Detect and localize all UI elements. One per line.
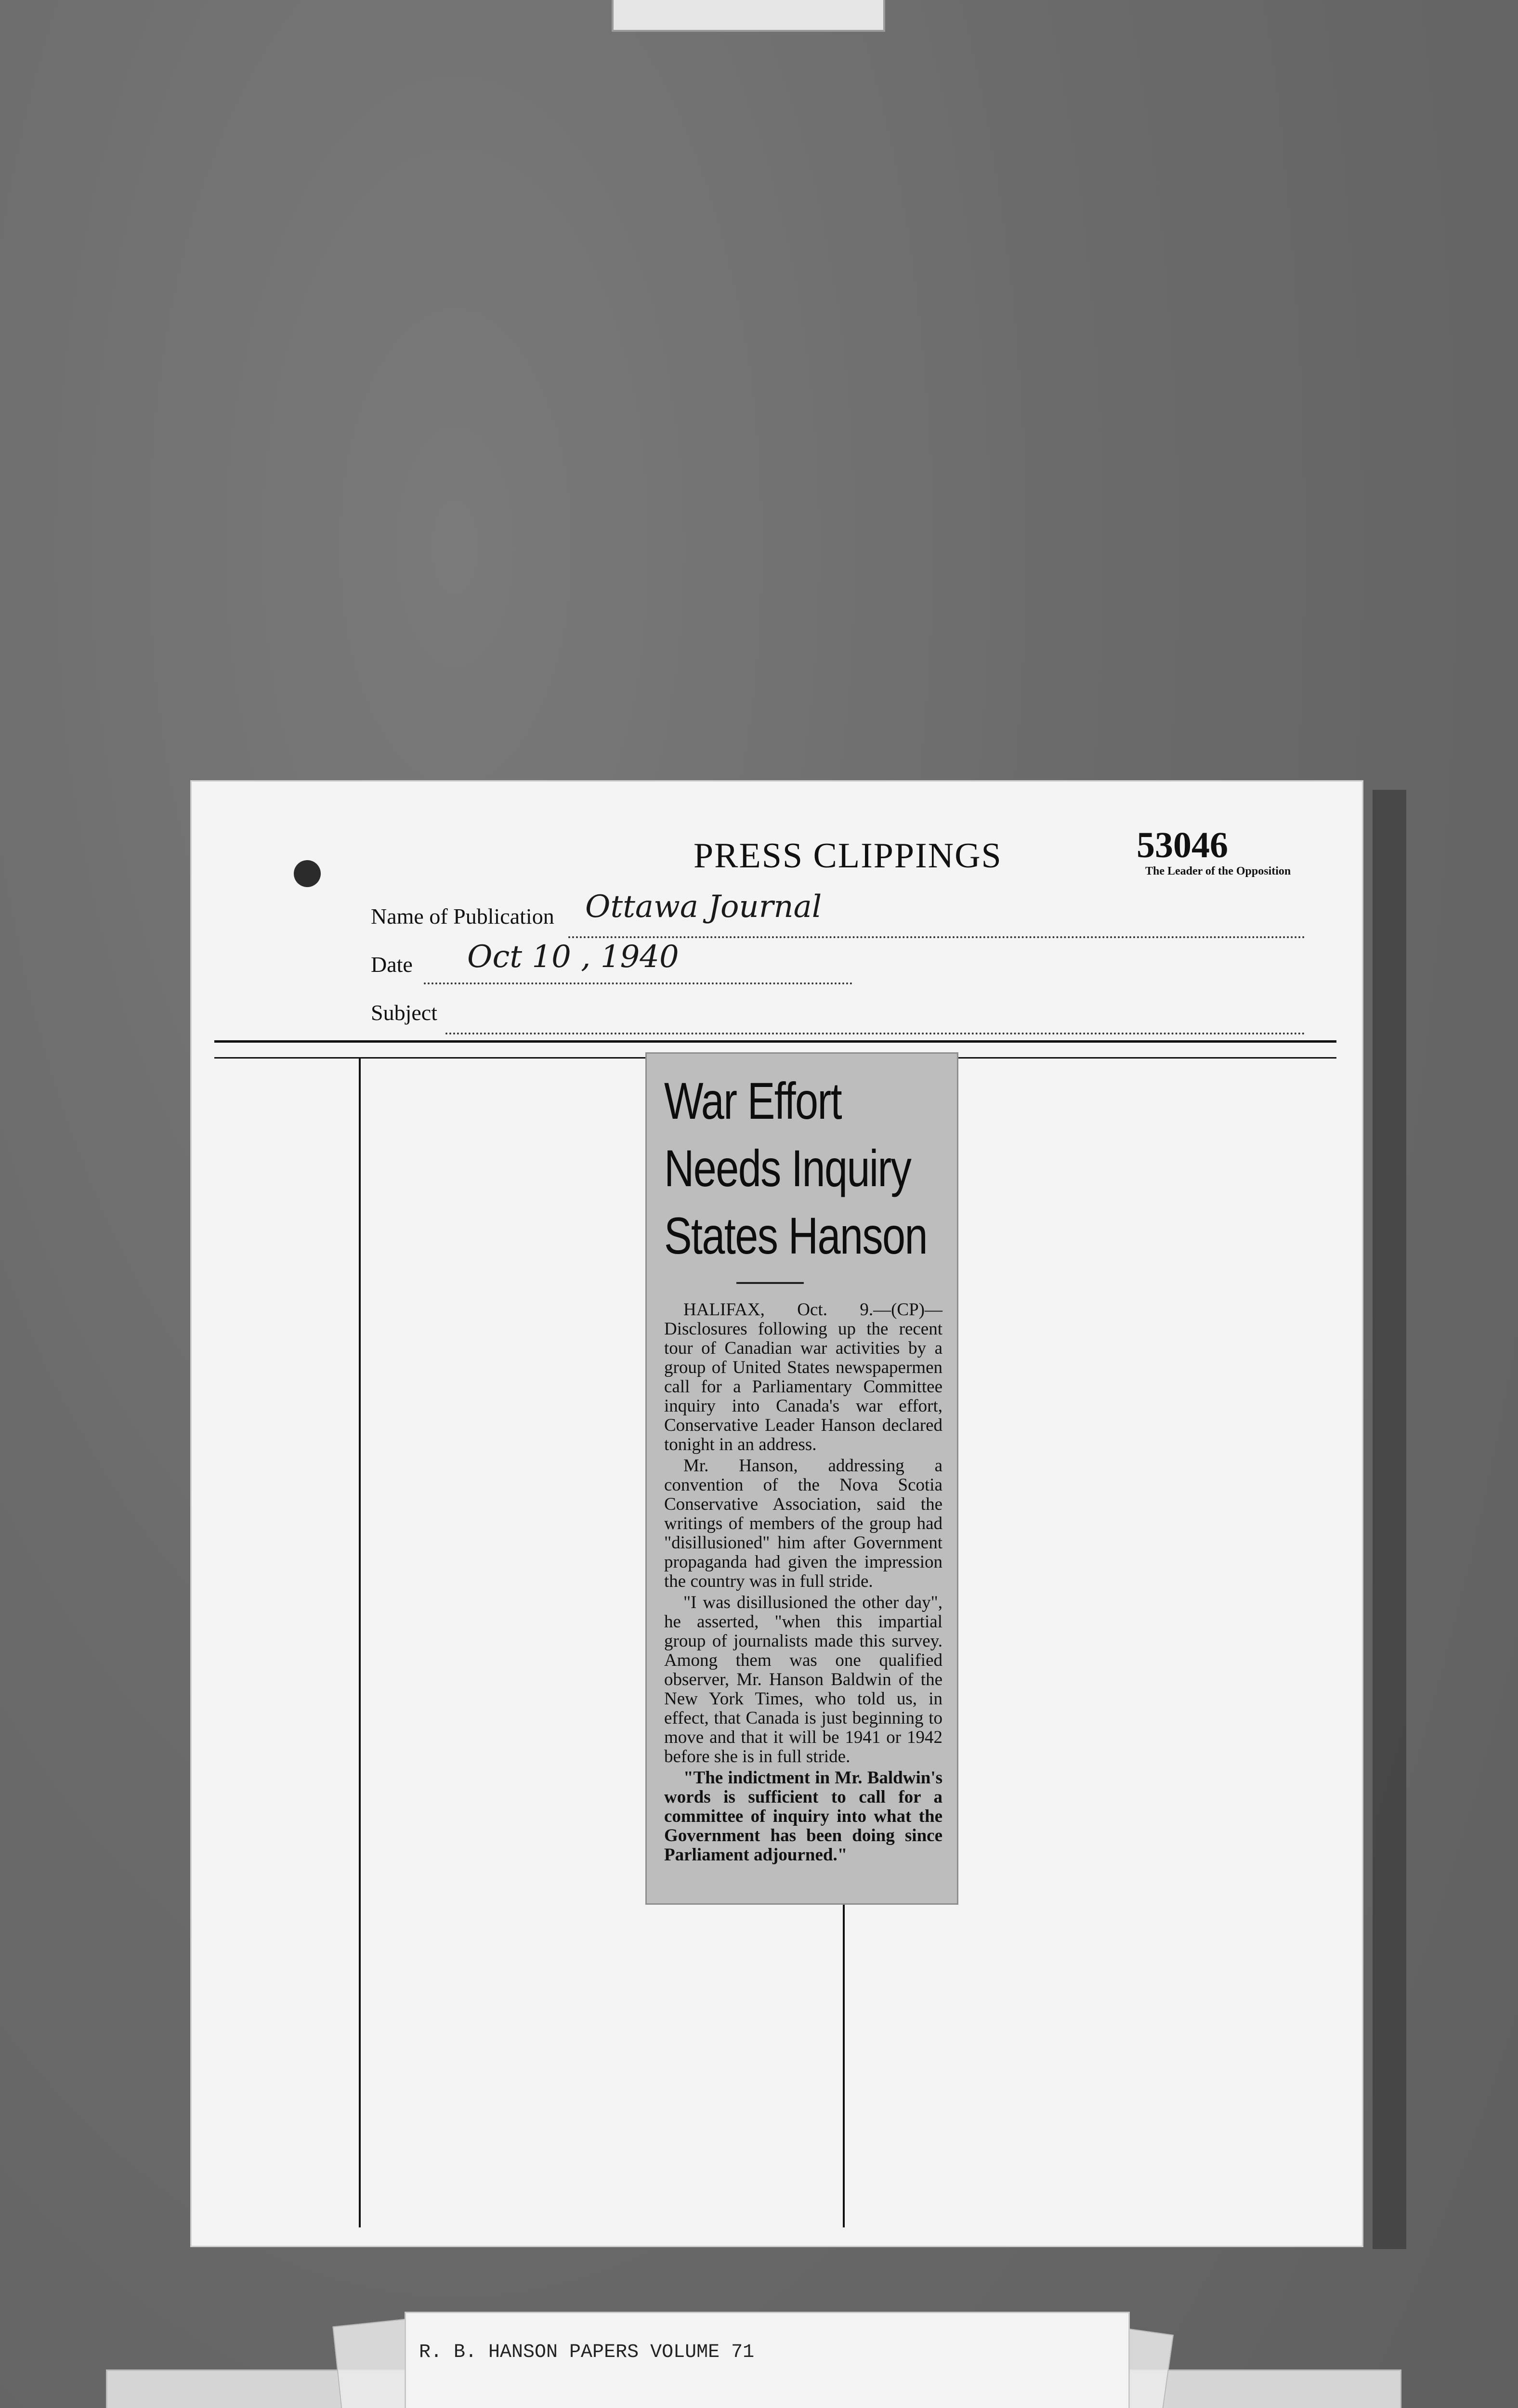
form-number: 53046 bbox=[1137, 825, 1228, 865]
publication-label: Name of Publication bbox=[371, 904, 554, 929]
publication-value: Ottawa Journal bbox=[585, 889, 822, 925]
clipping-headline bbox=[664, 1067, 942, 1269]
form-title: PRESS CLIPPINGS bbox=[694, 836, 1002, 876]
column-divider-left bbox=[359, 1057, 361, 2227]
article-paragraph: HALIFAX, Oct. 9.—(CP)—Disclosures following up the recent tour of Canadian war activities by a group of United States newspapermen call for a Parliamentary Committee inquiry into Canada's war effort, Conservative Leader Hanson declared tonight in an address. bbox=[664, 1300, 942, 1454]
headline-line-2: Needs Inquiry bbox=[664, 1139, 911, 1197]
form-rule-thick bbox=[214, 1040, 1336, 1043]
headline-rule bbox=[736, 1282, 804, 1284]
volume-label: R. B. HANSON PAPERS VOLUME 71 bbox=[419, 2342, 755, 2363]
article-paragraph: Mr. Hanson, addressing a convention of the Nova Scotia Conservative Association, said the writings of members of the group had "disillusioned" him after Government propaganda had given the impression the country was in full stride. bbox=[664, 1456, 942, 1591]
punch-hole bbox=[294, 860, 321, 887]
date-line bbox=[424, 982, 852, 984]
sheet-shadow bbox=[1373, 790, 1406, 2249]
article-paragraph: "I was disillusioned the other day", he asserted, "when this impartial group of journalists made this survey. Among them was one qualified observer, Mr. Hanson Baldwin of the New York Times, who told us, in effect, that Canada is just beginning to move and that it will be 1941 or 1942 before she is in full stride. bbox=[664, 1593, 942, 1767]
form-number-caption: The Leader of the Opposition bbox=[1145, 865, 1291, 877]
date-label: Date bbox=[371, 952, 413, 977]
newspaper-clipping bbox=[645, 1052, 958, 1905]
date-value: Oct 10 , 1940 bbox=[467, 939, 679, 975]
subject-line bbox=[445, 1033, 1305, 1034]
publication-line bbox=[568, 936, 1305, 938]
headline-line-3: States Hanson bbox=[664, 1206, 927, 1265]
headline-line-1: War Effort bbox=[664, 1072, 842, 1130]
column-divider-right bbox=[843, 1902, 845, 2227]
subject-label: Subject bbox=[371, 1000, 437, 1025]
article-paragraph-quote: "The indictment in Mr. Baldwin's words is sufficient to call for a committee of inquiry into what the Government has been doing since Parliament adjourned." bbox=[664, 1768, 942, 1865]
top-tab bbox=[612, 0, 885, 32]
